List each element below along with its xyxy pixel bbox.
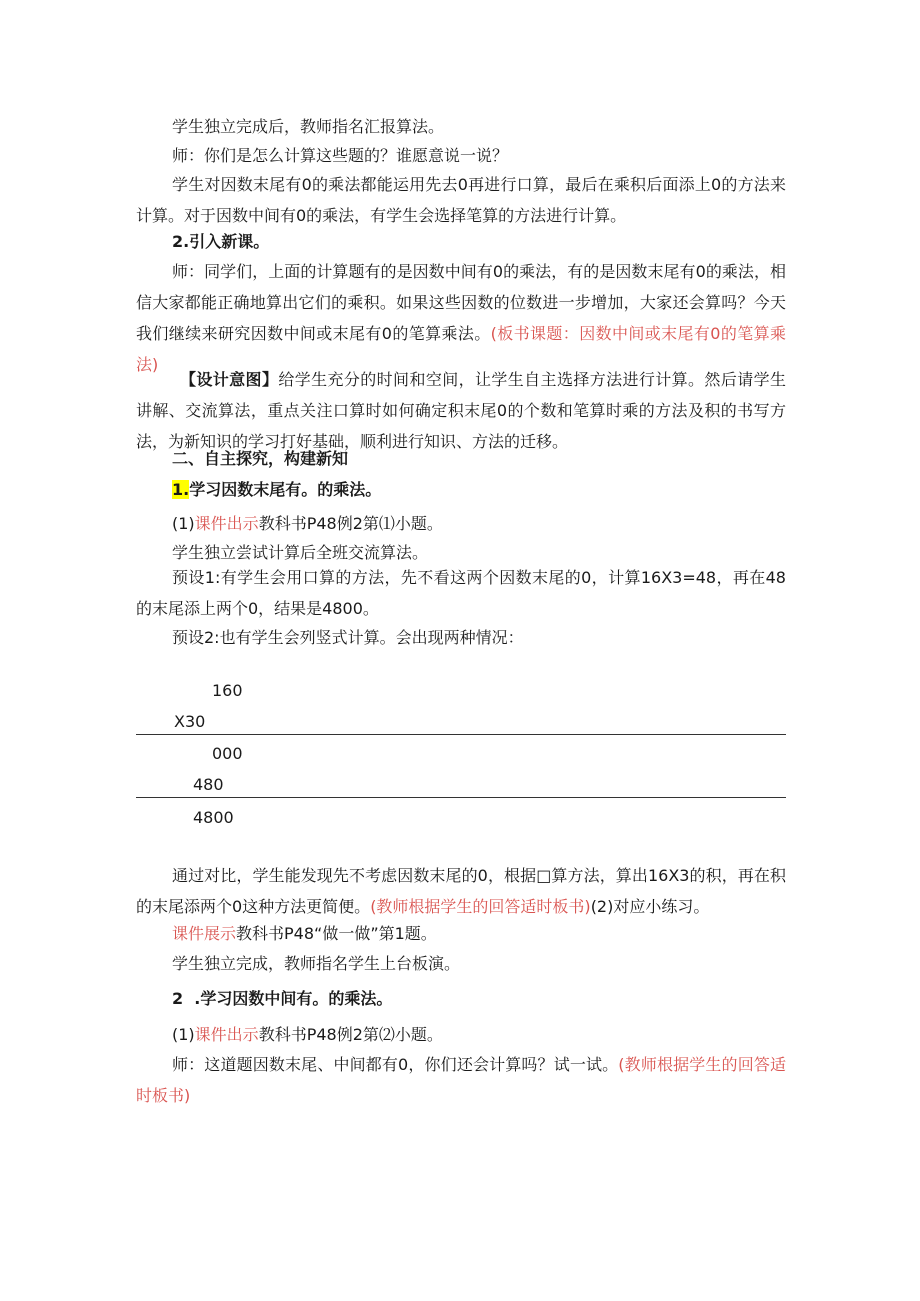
multiplicand: 160 <box>212 681 243 700</box>
partial-product-2: 480 <box>193 775 224 794</box>
highlighted-number: 1. <box>172 480 190 499</box>
paragraph-board-demo: 学生独立完成，教师指名学生上台板演。 <box>172 954 461 973</box>
board-note: (教师根据学生的回答适时板书) <box>136 1055 786 1105</box>
design-intent-label: 【设计意图】 <box>180 370 279 389</box>
courseware-label: 课件出示 <box>194 514 259 533</box>
paragraph-teacher-question: 师：你们是怎么计算这些题的？谁愿意说一说？ <box>172 146 509 165</box>
item-number: (1) <box>172 514 195 533</box>
paragraph-preset-1: 预设1:有学生会用口算的方法，先不看这两个因数末尾的0，计算16X3=48，再在48的末尾添上两个0，结果是4800。 <box>136 568 786 618</box>
paragraph-preset-2: 预设2:也有学生会列竖式计算。会出现两种情况： <box>172 628 524 647</box>
courseware-label: 课件出示 <box>194 1025 259 1044</box>
intro-text: 师：同学们，上面的计算题有的是因数中间有0的乘法，有的是因数末尾有0的乘法，相信大家都能正确地算出它们的乘积。如果这些因数的位数进一步增加，大家还会算吗？今天我们继续来研究因数中间或末尾有0的笔算乘法。 <box>136 262 786 343</box>
board-note: (教师根据学生的回答适时板书) <box>370 897 591 916</box>
item-text: 教科书P48例2第⑴小题。 <box>258 514 443 533</box>
design-intent-text: 给学生充分的时间和空间，让学生自主选择方法进行计算。然后请学生讲解、交流算法，重点关注口算时如何确定积末尾0的个数和笔算时乘的方法及积的书写方法，为新知识的学习打好基础，顺利进行知识、方法的迁移。 <box>136 370 786 451</box>
paragraph-student-try: 学生独立尝试计算后全班交流算法。 <box>172 543 429 562</box>
subheading-text: 学习因数末尾有。的乘法。 <box>189 480 382 499</box>
comparison-text: 通过对比，学生能发现先不考虑因数末尾的0，根据□算方法，算出16X3的积，再在积的末尾添两个0这种方法更简便。 <box>136 866 786 916</box>
calc-rule-1 <box>136 734 786 735</box>
calc-rule-2 <box>136 797 786 798</box>
paragraph-report: 学生独立完成后，教师指名汇报算法。 <box>172 117 445 136</box>
paragraph-comparison <box>136 860 786 922</box>
practice-note: (2)对应小练习。 <box>590 897 710 916</box>
paragraph-courseware-show <box>136 918 786 949</box>
multiplier: X30 <box>174 712 206 731</box>
section-heading-explore: 二、自主探究，构建新知 <box>172 449 349 468</box>
courseware-show-label: 课件展示 <box>172 924 237 943</box>
try-text: 师：这道题因数末尾、中间都有0，你们还会计算吗？试一试。 <box>172 1055 619 1074</box>
heading-introduce-lesson: 2.引入新课。 <box>172 232 270 251</box>
item-number: (1) <box>172 1025 195 1044</box>
paragraph-teacher-try <box>136 1049 786 1111</box>
paragraph-teacher-intro <box>136 256 786 380</box>
partial-product-1: 000 <box>212 744 243 763</box>
item-courseware-1 <box>136 508 786 539</box>
subheading-trailing-zero <box>136 474 786 505</box>
final-product: 4800 <box>193 808 234 827</box>
subheading-middle-zero: 2 .学习因数中间有。的乘法。 <box>172 989 393 1008</box>
item-text: 教科书P48例2第⑵小题。 <box>258 1025 443 1044</box>
board-title-note: (板书课题：因数中间或末尾有0的笔算乘法) <box>136 324 786 374</box>
paragraph-student-methods: 学生对因数末尾有0的乘法都能运用先去0再进行口算，最后在乘积后面添上0的方法来计算。对于因数中间有0的乘法，有学生会选择笔算的方法进行计算。 <box>136 175 786 225</box>
courseware-show-text: 教科书P48“做一做”第1题。 <box>236 924 437 943</box>
item-courseware-2 <box>136 1019 786 1050</box>
